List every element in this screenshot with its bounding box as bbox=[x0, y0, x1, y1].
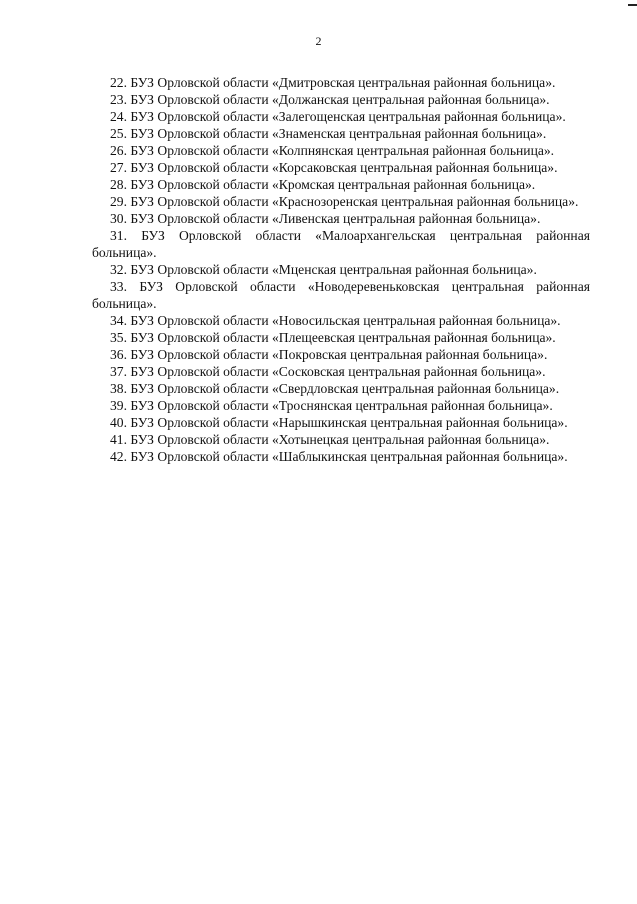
list-item bbox=[92, 278, 590, 312]
list-item bbox=[92, 227, 590, 261]
list-item-number: 40. bbox=[110, 415, 127, 430]
list-item bbox=[92, 210, 590, 227]
list-item-text: БУЗ Орловской области «Краснозоренская центральная районная больница». bbox=[130, 194, 579, 209]
list-item-number: 30. bbox=[110, 211, 127, 226]
list-item-text: БУЗ Орловской области «Шаблыкинская центральная районная больница». bbox=[130, 449, 568, 464]
page-number: 2 bbox=[315, 34, 322, 48]
list-item-text: БУЗ Орловской области «Хотынецкая центральная районная больница». bbox=[130, 432, 550, 447]
list-item bbox=[92, 363, 590, 380]
list-item-text: БУЗ Орловской области «Должанская центральная районная больница». bbox=[130, 92, 550, 107]
list-item-text: БУЗ Орловской области «Новодеревеньковская центральная районная больница». bbox=[92, 279, 590, 311]
list-item bbox=[92, 261, 590, 278]
list-item bbox=[92, 125, 590, 142]
list-item-number: 29. bbox=[110, 194, 127, 209]
list-item bbox=[92, 74, 590, 91]
list-item bbox=[92, 159, 590, 176]
list-item-text: БУЗ Орловской области «Новосильская центральная районная больница». bbox=[130, 313, 561, 328]
list-item-text: БУЗ Орловской области «Сосковская центральная районная больница». bbox=[130, 364, 546, 379]
hospital-list bbox=[92, 74, 590, 465]
list-item bbox=[92, 329, 590, 346]
list-item-number: 38. bbox=[110, 381, 127, 396]
list-item-number: 35. bbox=[110, 330, 127, 345]
list-item-number: 23. bbox=[110, 92, 127, 107]
list-item bbox=[92, 448, 590, 465]
list-item-number: 27. bbox=[110, 160, 127, 175]
list-item-number: 24. bbox=[110, 109, 127, 124]
list-item bbox=[92, 380, 590, 397]
list-item-text: БУЗ Орловской области «Троснянская центральная районная больница». bbox=[130, 398, 553, 413]
list-item-number: 33. bbox=[110, 279, 127, 294]
edge-mark bbox=[628, 4, 637, 6]
list-item-text: БУЗ Орловской области «Кромская центральная районная больница». bbox=[130, 177, 536, 192]
list-item-number: 36. bbox=[110, 347, 127, 362]
list-item-text: БУЗ Орловской области «Мценская центральная районная больница». bbox=[130, 262, 537, 277]
list-item bbox=[92, 346, 590, 363]
list-item-number: 28. bbox=[110, 177, 127, 192]
list-item-text: БУЗ Орловской области «Свердловская центральная районная больница». bbox=[130, 381, 560, 396]
list-item bbox=[92, 193, 590, 210]
list-item bbox=[92, 176, 590, 193]
list-item bbox=[92, 431, 590, 448]
list-item-number: 22. bbox=[110, 75, 127, 90]
list-item-number: 34. bbox=[110, 313, 127, 328]
list-item bbox=[92, 312, 590, 329]
list-item-number: 26. bbox=[110, 143, 127, 158]
list-item-text: БУЗ Орловской области «Нарышкинская центральная районная больница». bbox=[130, 415, 568, 430]
list-item bbox=[92, 414, 590, 431]
list-item-number: 39. bbox=[110, 398, 127, 413]
list-item-text: БУЗ Орловской области «Дмитровская центральная районная больница». bbox=[130, 75, 556, 90]
list-item-text: БУЗ Орловской области «Залегощенская центральная районная больница». bbox=[130, 109, 566, 124]
list-item-text: БУЗ Орловской области «Корсаковская центральная районная больница». bbox=[130, 160, 558, 175]
list-item-text: БУЗ Орловской области «Знаменская центральная районная больница». bbox=[130, 126, 547, 141]
list-item-number: 25. bbox=[110, 126, 127, 141]
list-item-number: 41. bbox=[110, 432, 127, 447]
list-item-number: 42. bbox=[110, 449, 127, 464]
list-item bbox=[92, 91, 590, 108]
list-item-text: БУЗ Орловской области «Колпнянская центральная районная больница». bbox=[130, 143, 555, 158]
list-item-text: БУЗ Орловской области «Ливенская центральная районная больница». bbox=[130, 211, 541, 226]
list-item-number: 37. bbox=[110, 364, 127, 379]
list-item-text: БУЗ Орловской области «Плещеевская центральная районная больница». bbox=[130, 330, 556, 345]
list-item-text: БУЗ Орловской области «Малоархангельская центральная районная больница». bbox=[92, 228, 590, 260]
list-item bbox=[92, 108, 590, 125]
list-item bbox=[92, 142, 590, 159]
list-item bbox=[92, 397, 590, 414]
list-item-number: 31. bbox=[110, 228, 127, 243]
list-item-number: 32. bbox=[110, 262, 127, 277]
list-item-text: БУЗ Орловской области «Покровская центральная районная больница». bbox=[130, 347, 548, 362]
